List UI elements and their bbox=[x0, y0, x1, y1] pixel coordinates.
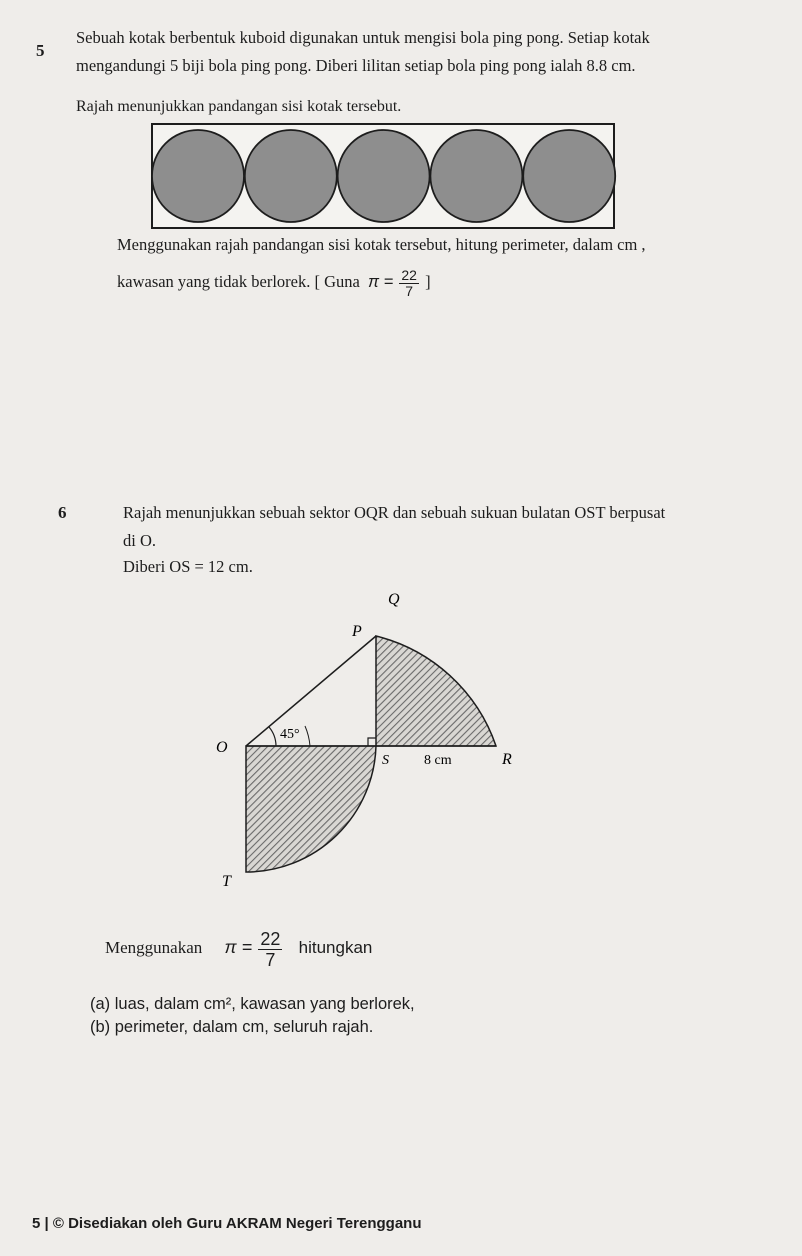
label-Q: Q bbox=[388, 591, 400, 608]
ping-pong-ball bbox=[338, 130, 430, 222]
q6-using-label: Menggunakan bbox=[105, 938, 203, 957]
shaded-sector-part bbox=[376, 636, 496, 746]
label-P: P bbox=[352, 623, 362, 640]
q5-instruction bbox=[117, 264, 431, 300]
ping-pong-ball bbox=[523, 130, 615, 222]
q6-text-line2: di O. bbox=[123, 531, 156, 550]
ping-pong-ball bbox=[152, 130, 244, 222]
footer-text: 5 | © Disediakan oleh Guru AKRAM Negeri Terengganu bbox=[32, 1215, 422, 1232]
line-OP bbox=[246, 636, 376, 746]
q6-text-line3: Diberi OS = 12 cm. bbox=[123, 557, 253, 576]
ping-pong-ball bbox=[245, 130, 337, 222]
label-45deg: 45° bbox=[280, 727, 300, 742]
q5-text-line3: Rajah menunjukkan pandangan sisi kotak tersebut. bbox=[76, 98, 402, 115]
label-R: R bbox=[502, 751, 512, 768]
right-angle-mark bbox=[368, 738, 376, 746]
q6-pi-numerator: 22 bbox=[260, 928, 281, 949]
ping-pong-balls bbox=[152, 130, 615, 222]
q6-using-pi bbox=[105, 925, 372, 970]
q6-sector-diagram bbox=[200, 580, 540, 890]
q6-part-b: (b) perimeter, dalam cm, seluruh rajah. bbox=[90, 1018, 374, 1036]
q6-part-a: (a) luas, dalam cm², kawasan yang berlorek, bbox=[90, 995, 415, 1013]
q5-pi-numerator: 22 bbox=[401, 266, 417, 283]
q5-text-line2: mengandungi 5 biji bola ping pong. Diberi lilitan setiap bola ping pong ialah 8.8 cm. bbox=[76, 56, 636, 75]
angle-arc bbox=[269, 727, 276, 746]
q5-close-bracket: ] bbox=[425, 272, 431, 291]
q6-text-line1: Rajah menunjukkan sebuah sektor OQR dan sebuah sukuan bulatan OST berpusat bbox=[123, 503, 666, 522]
q5-text-line4: Menggunakan rajah pandangan sisi kotak tersebut, hitung perimeter, dalam cm , bbox=[117, 235, 646, 254]
q5-pi-denominator: 7 bbox=[405, 282, 414, 299]
q6-calc-label: hitungkan bbox=[298, 938, 373, 957]
label-O: O bbox=[216, 739, 228, 756]
q5-pi-symbol: π = bbox=[367, 273, 394, 291]
q6-pi-fraction bbox=[258, 929, 282, 970]
q5-text-line5: kawasan yang tidak berlorek. [ Guna bbox=[117, 272, 360, 291]
q5-box-diagram bbox=[150, 122, 620, 232]
q5-pi-fraction bbox=[399, 268, 419, 299]
q6-pi-symbol: π = bbox=[224, 937, 253, 957]
q6-number: 6 bbox=[58, 503, 67, 522]
q5-number: 5 bbox=[36, 41, 45, 60]
label-S: S bbox=[382, 753, 389, 768]
shaded-quarter-circle bbox=[246, 746, 376, 872]
label-8cm: 8 cm bbox=[424, 753, 452, 768]
ping-pong-ball bbox=[430, 130, 522, 222]
q6-pi-denominator: 7 bbox=[265, 949, 276, 970]
label-T: T bbox=[222, 873, 231, 890]
q5-text-line1: Sebuah kotak berbentuk kuboid digunakan untuk mengisi bola ping pong. Setiap kotak bbox=[76, 28, 650, 47]
